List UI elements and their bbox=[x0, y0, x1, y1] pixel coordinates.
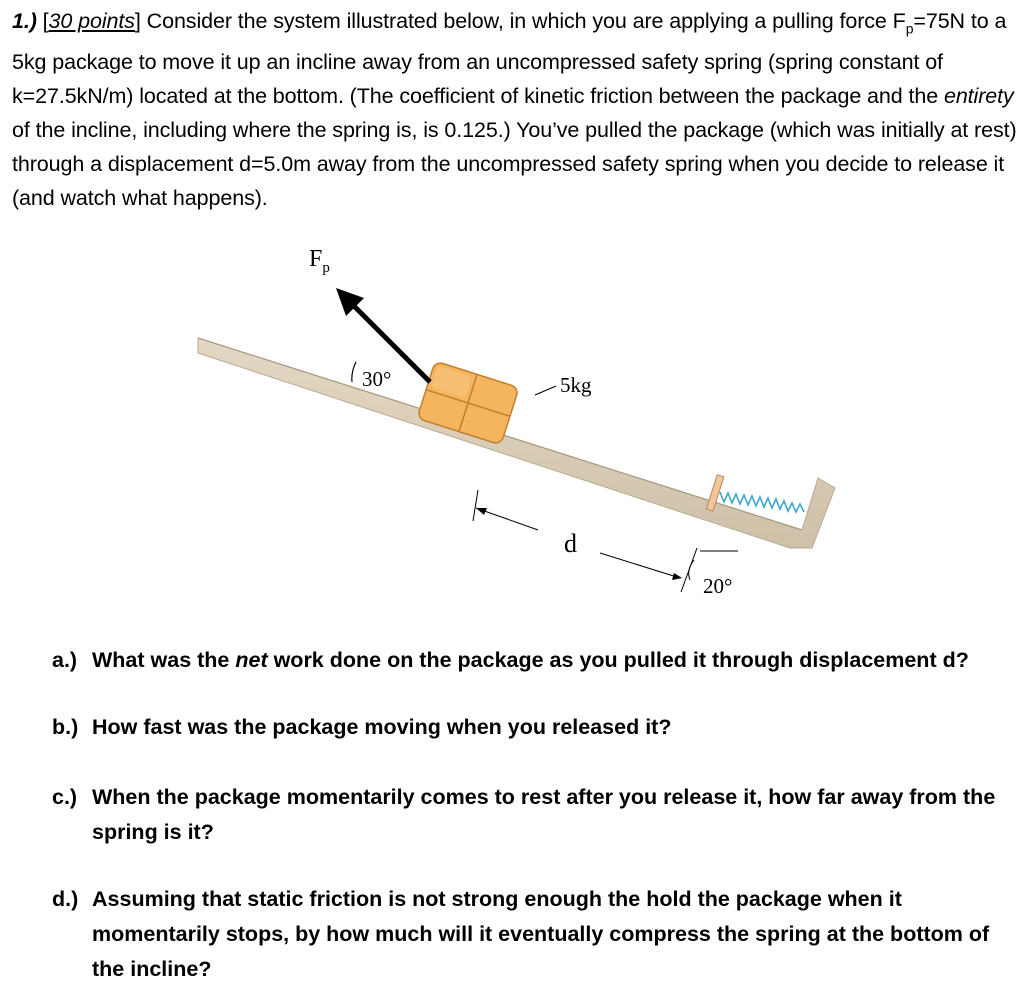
question-b bbox=[52, 710, 1017, 745]
points-value: 30 points bbox=[48, 9, 135, 33]
problem-statement bbox=[12, 4, 1017, 215]
incline-ramp bbox=[198, 338, 835, 548]
question-label: a.) bbox=[52, 648, 78, 672]
d-dimension-right bbox=[600, 553, 680, 578]
question-label: b.) bbox=[52, 715, 79, 739]
problem-text-1: Consider the system illustrated below, in which you are applying a pulling force F bbox=[140, 9, 906, 33]
incline-diagram bbox=[0, 230, 1024, 615]
question-label: d.) bbox=[52, 887, 79, 911]
problem-emphasis: entirety bbox=[943, 84, 1014, 109]
problem-text-3: of the incline, including where the spring is, is 0.125.) You’ve pulled the package (which was initially at rest) through a displacement d=5.0m away from the uncompressed safety spring when you decide to release it (and watch what happens). bbox=[12, 118, 1017, 211]
points-close: ] bbox=[134, 9, 141, 33]
d-arrow-left bbox=[476, 508, 487, 515]
incline-diagram-svg bbox=[0, 230, 1024, 615]
question-text: What was the net work done on the package as you pulled it through displacement d? bbox=[92, 648, 969, 672]
package-box bbox=[417, 361, 519, 445]
question-a bbox=[52, 643, 1017, 678]
points-open: [ bbox=[42, 9, 49, 33]
question-text: Assuming that static friction is not strong enough the hold the package when it momentarily stops, by how much will it eventually compress the spring at the bottom of the incline? bbox=[92, 887, 990, 981]
problem-text-2: =75N to a 5kg package to move it up an incline away from an uncompressed safety spring (spring constant of k=27.5kN/m) located at the bottom. (The coefficient of kinetic friction between the package and the bbox=[12, 9, 1007, 109]
incline-angle-label: 20° bbox=[703, 574, 733, 598]
force-subscript: p bbox=[905, 20, 914, 37]
force-label: $F_p$ bbox=[309, 246, 330, 276]
d-tick-left bbox=[473, 490, 478, 521]
problem-number: 1.) bbox=[12, 9, 37, 33]
distance-label: d bbox=[564, 529, 577, 558]
question-text: How fast was the package moving when you released it? bbox=[92, 715, 672, 739]
angle-arc-20 bbox=[689, 560, 694, 580]
mass-leader-line bbox=[535, 386, 556, 395]
question-label: c.) bbox=[52, 785, 78, 809]
force-angle-label: 30° bbox=[362, 367, 392, 391]
angle-arc-30 bbox=[352, 362, 356, 382]
question-c bbox=[52, 780, 1017, 850]
question-d bbox=[52, 882, 1017, 987]
mass-label: 5kg bbox=[560, 373, 592, 397]
d-arrow-right bbox=[672, 573, 682, 580]
question-text: When the package momentarily comes to rest after you release it, how far away from the spring is it? bbox=[92, 785, 996, 844]
